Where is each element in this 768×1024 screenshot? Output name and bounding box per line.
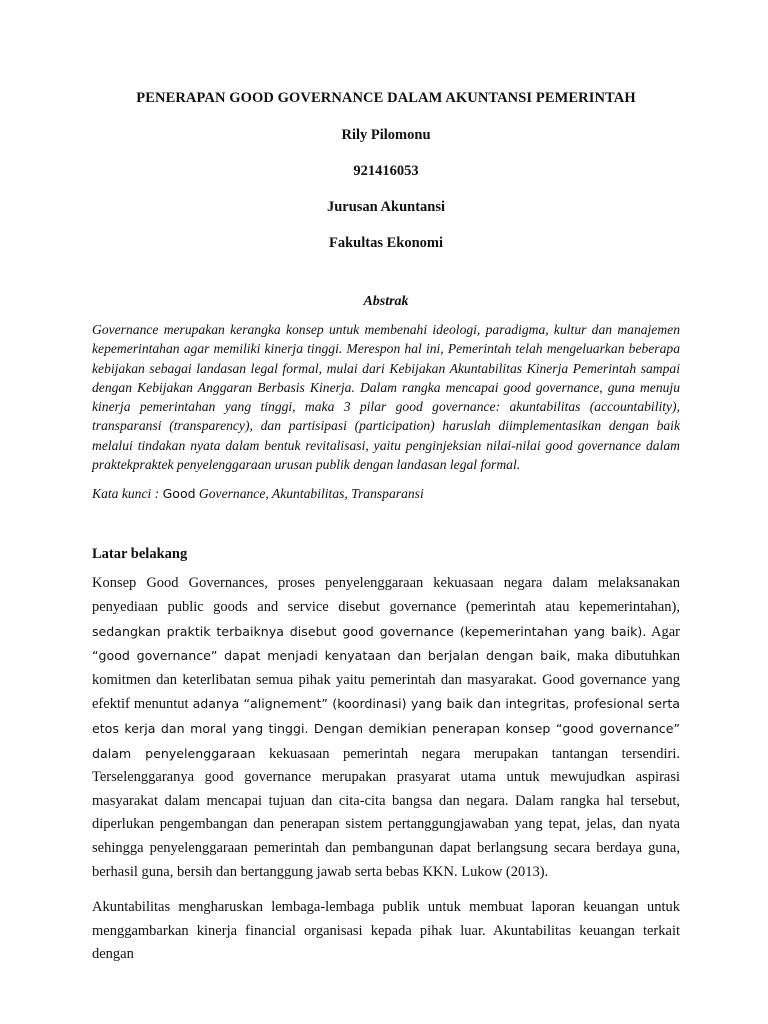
abstract-heading: Abstrak <box>363 294 409 309</box>
p1-part-a: Konsep Good Governances, proses penyelenggaraan kekuasaan negara dalam melaksanakan penyediaan public goods and service disebut governance (pemerintah atau kepemerintahan), <box>92 575 680 615</box>
keywords-good: Good <box>162 486 196 502</box>
p1-part-b: sedangkan praktik terbaiknya disebut good governance (kepemerintahan yang baik). <box>92 623 647 639</box>
author-name: Rily Pilomonu <box>341 127 431 143</box>
department: Jurusan Akuntansi <box>326 199 446 215</box>
p1-part-c: Agar <box>646 623 681 640</box>
student-id: 921416053 <box>353 163 419 179</box>
section-heading: Latar belakang <box>92 546 188 563</box>
keywords-rest: Governance, Akuntabilitas, Transparansi <box>195 486 424 502</box>
p1-part-g: kekuasaan pemerintah negara merupakan tantangan tersendiri. Terselenggaranya good governance merupakan prasyarat utama untuk mewujudkan aspirasi masyarakat dalam mencapai tujuan dan cita-cita bangsa dan negara. Dalam rangka hal tersebut, diperlukan pengembangan dan penerapan sistem pertanggungjawaban yang tepat, jelas, dan nyata sehingga penyelenggaraan pemerintah dan pembangunan dapat berlangsung secara berdaya guna, berhasil guna, bersih dan bertanggung jawab serta bebas KKN. Lukow (2013). <box>92 745 681 880</box>
document-title: PENERAPAN GOOD GOVERNANCE DALAM AKUNTANSI PEMERINTAH <box>136 90 636 106</box>
faculty: Fakultas Ekonomi <box>328 235 444 251</box>
paragraph-1 <box>92 572 680 884</box>
abstract-body: Governance merupakan kerangka konsep untuk membenahi ideologi, paradigma, kultur dan manajemen kepemerintahan agar memiliki kinerja tinggi. Merespon hal ini, Pemerintah telah mengeluarkan beberapa kebijakan sebagai landasan legal formal, mulai dari Kebijakan Akuntabilitas Kinerja Pemerintah sampai dengan Kebijakan Anggaran Berbasis Kinerja. Dalam rangka mencapai good governance, guna menuju kinerja pemerintahan yang tinggi, maka 3 pilar good governance: akuntabilitas (accountability), transparansi (transparency), dan partisipasi (participation) haruslah diimplementasikan dengan baik melalui tindakan nyata dalam bentuk revitalisasi, yaitu penginjeksian nilai-nilai good governance dalam praktekpraktek penyelenggaraan urusan publik dengan landasan legal formal. <box>92 322 680 473</box>
p1-part-e: maka dibutuhkan komitmen dan keterlibatan semua pihak yaitu pemerintah dan masyarakat. Good governance yang efektif menuntut <box>92 648 680 713</box>
p1-part-d: “good governance” dapat menjadi kenyataan dan berjalan dengan baik, <box>92 648 571 664</box>
keywords <box>92 486 680 502</box>
keywords-label: Kata kunci : <box>92 486 163 502</box>
paragraph-2: Akuntabilitas mengharuskan lembaga-lembaga publik untuk membuat laporan keuangan untuk menggambarkan kinerja financial organisasi kepada pihak luar. Akuntabilitas keuangan terkait dengan <box>92 899 680 963</box>
p1-part-f: adanya “alignement” (koordinasi) yang baik dan integritas, profesional serta etos kerja dan moral yang tinggi. Dengan demikian penerapan konsep “good governance” dalam penyelenggaraan <box>92 696 681 761</box>
